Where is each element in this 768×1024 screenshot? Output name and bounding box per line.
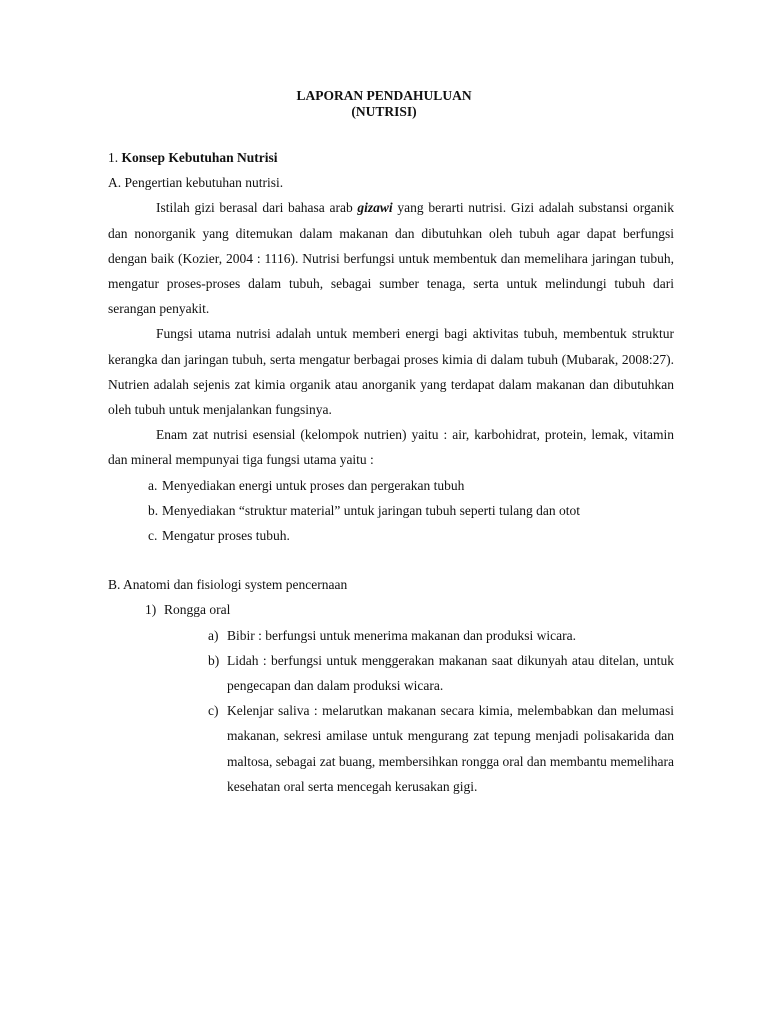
numbered-label: Rongga oral <box>164 602 231 618</box>
list-item <box>208 698 674 799</box>
list-text: Menyediakan “struktur material” untuk jaringan tubuh seperti tulang dan otot <box>162 502 581 518</box>
emphasis-gizawi: gizawi <box>357 200 393 216</box>
paragraph-spacer <box>108 548 674 572</box>
paragraph-1-start: Istilah gizi berasal dari bahasa arab <box>156 200 358 216</box>
list-text: Bibir : berfungsi untuk menerima makanan dan produksi wicara. <box>227 627 577 643</box>
document-body <box>108 145 674 799</box>
list-marker: a) <box>208 627 219 643</box>
list-item <box>148 523 674 548</box>
section-1-number: 1. <box>108 150 119 165</box>
subsection-a-heading: A. Pengertian kebutuhan nutrisi. <box>108 175 284 191</box>
title-line-2: (NUTRISI) <box>351 104 417 119</box>
list-marker: b. <box>148 502 159 518</box>
list-item <box>208 623 674 648</box>
oral-parts-list <box>208 623 674 799</box>
title-line-1: LAPORAN PENDAHULUAN <box>296 88 472 103</box>
function-list <box>148 473 674 549</box>
list-text: Mengatur proses tubuh. <box>162 528 290 544</box>
numbered-item-rongga-oral <box>145 597 674 622</box>
list-item <box>148 498 674 523</box>
numbered-marker: 1) <box>145 602 157 618</box>
list-marker: c) <box>208 703 219 719</box>
paragraph-1-rest: yang berarti nutrisi. Gizi adalah substansi organik dan nonorganik yang ditemukan dalam makanan dan dibutuhkan oleh tubuh agar dapat berfungsi dengan baik (Kozier, 2004 : 1116). Nutrisi berfungsi untuk membentuk dan memelihara jaringan tubuh, mengatur proses-proses dalam tubuh, sebagai sumber tenaga, serta untuk melindungi tubuh dari serangan penyakit. <box>108 200 674 317</box>
subsection-b-heading: B. Anatomi dan fisiologi system pencernaan <box>108 577 348 593</box>
document-title <box>0 88 768 120</box>
list-marker: b) <box>208 652 220 668</box>
paragraph-1 <box>108 195 674 321</box>
paragraph-3: Enam zat nutrisi esensial (kelompok nutrien) yaitu : air, karbohidrat, protein, lemak, vitamin dan mineral mempunyai tiga fungsi utama yaitu : <box>108 427 674 468</box>
list-text: Lidah : berfungsi untuk menggerakan makanan saat dikunyah atau ditelan, untuk pengecapan dan dalam produksi wicara. <box>227 652 674 694</box>
list-item <box>208 648 674 698</box>
section-1-heading <box>108 145 674 170</box>
list-text: Menyediakan energi untuk proses dan pergerakan tubuh <box>162 477 465 493</box>
section-1-title: Konsep Kebutuhan Nutrisi <box>121 150 278 165</box>
list-text: Kelenjar saliva : melarutkan makanan secara kimia, melembabkan dan melumasi makanan, sekresi amilase untuk mengurang zat tepung menjadi polisakarida dan maltosa, sebagai zat buang, membersihkan rongga oral dan membantu memelihara kesehatan oral serta mencegah kerusakan gigi. <box>227 703 674 794</box>
list-marker: a. <box>148 477 158 493</box>
paragraph-2: Fungsi utama nutrisi adalah untuk memberi energi bagi aktivitas tubuh, membentuk struktur kerangka dan jaringan tubuh, serta mengatur berbagai proses kimia di dalam tubuh (Mubarak, 2008:27). Nutrien adalah sejenis zat kimia organik atau anorganik yang terdapat dalam makanan dan dibutuhkan oleh tubuh untuk menjalankan fungsinya. <box>108 326 674 418</box>
list-item <box>148 473 674 498</box>
list-marker: c. <box>148 528 158 544</box>
